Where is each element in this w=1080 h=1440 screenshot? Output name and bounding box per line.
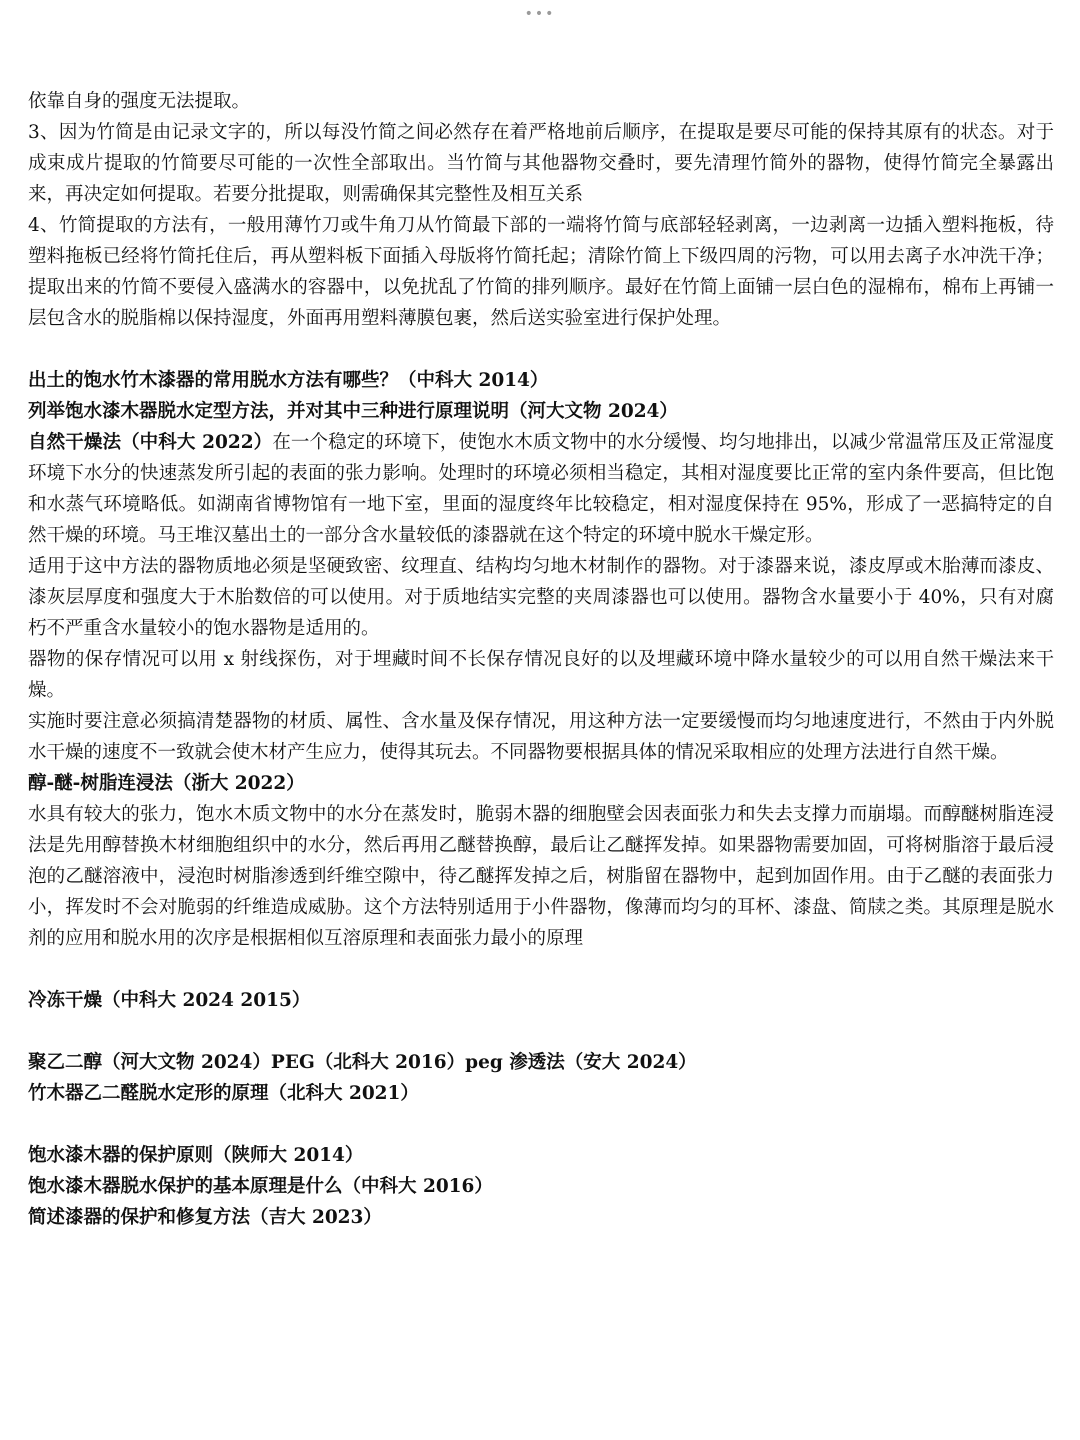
- question-heading: 简述漆器的保护和修复方法（吉大 2023）: [28, 1207, 382, 1228]
- document-body: [28, 86, 1054, 1233]
- question-heading: 列举饱水漆木器脱水定型方法，并对其中三种进行原理说明（河大文物 2024）: [28, 401, 678, 422]
- paragraph: 依靠自身的强度无法提取。: [28, 91, 251, 112]
- blank-line: [28, 954, 1054, 985]
- section-heading: 醇-醚-树脂连浸法（浙大 2022）: [28, 773, 305, 794]
- question-heading: 饱水漆木器脱水保护的基本原理是什么（中科大 2016）: [28, 1176, 493, 1197]
- section-heading: 冷冻干燥（中科大 2024 2015）: [28, 990, 311, 1011]
- blank-line: [28, 1016, 1054, 1047]
- paragraph: 水具有较大的张力，饱水木质文物中的水分在蒸发时，脆弱木器的细胞壁会因表面张力和失去支撑力而崩塌。而醇醚树脂连浸法是先用醇替换木材细胞组织中的水分，然后再用乙醚替换醇，最后让乙醚挥发掉。如果器物需要加固，可将树脂溶于最后浸泡的乙醚溶液中，浸泡时树脂渗透到纤维空隙中，待乙醚挥发掉之后，树脂留在器物中，起到加固作用。由于乙醚的表面张力小，挥发时不会对脆弱的纤维造成威胁。这个方法特别适用于小件器物，像薄而均匀的耳杯、漆盘、简牍之类。其原理是脱水剂的应用和脱水用的次序是根据相似互溶原理和表面张力最小的原理: [28, 804, 1054, 949]
- section-lead: 自然干燥法（中科大 2022）: [28, 432, 273, 453]
- question-heading: 出土的饱水竹木漆器的常用脱水方法有哪些？（中科大 2014）: [28, 370, 549, 391]
- paragraph: 器物的保存情况可以用 x 射线探伤，对于埋藏时间不长保存情况良好的以及埋藏环境中降水量较少的可以用自然干燥法来干燥。: [28, 649, 1054, 701]
- blank-line: [28, 1109, 1054, 1140]
- paragraph: 适用于这中方法的器物质地必须是坚硬致密、纹理直、结构均匀地木材制作的器物。对于漆器来说，漆皮厚或木胎薄而漆皮、漆灰层厚度和强度大于木胎数倍的可以使用。对于质地结实完整的夹周漆器也可以使用。器物含水量要小于 40%，只有对腐朽不严重含水量较小的饱水器物是适用的。: [28, 556, 1054, 639]
- more-options-icon[interactable]: •••: [524, 6, 556, 22]
- paragraph: 实施时要注意必须搞清楚器物的材质、属性、含水量及保存情况，用这种方法一定要缓慢而均匀地速度进行，不然由于内外脱水干燥的速度不一致就会使木材产生应力，使得其玩去。不同器物要根据具体的情况采取相应的处理方法进行自然干燥。: [28, 711, 1054, 763]
- paragraph: 3、因为竹简是由记录文字的，所以每没竹简之间必然存在着严格地前后顺序，在提取是要尽可能的保持其原有的状态。对于成束成片提取的竹简要尽可能的一次性全部取出。当竹简与其他器物交叠时，要先清理竹简外的器物，使得竹简完全暴露出来，再决定如何提取。若要分批提取，则需确保其完整性及相互关系: [28, 122, 1054, 205]
- paragraph: 4、竹简提取的方法有，一般用薄竹刀或牛角刀从竹简最下部的一端将竹简与底部轻轻剥离，一边剥离一边插入塑料拖板，待塑料拖板已经将竹简托住后，再从塑料板下面插入母版将竹简托起；清除竹简上下级四周的污物，可以用去离子水冲洗干净；提取出来的竹简不要侵入盛满水的容器中，以免扰乱了竹简的排列顺序。最好在竹简上面铺一层白色的湿棉布，棉布上再铺一层包含水的脱脂棉以保持湿度，外面再用塑料薄膜包裹，然后送实验室进行保护处理。: [28, 215, 1054, 329]
- blank-line: [28, 334, 1054, 365]
- section-heading: 聚乙二醇（河大文物 2024）PEG（北科大 2016）peg 渗透法（安大 2024）: [28, 1052, 697, 1073]
- question-heading: 竹木器乙二醛脱水定形的原理（北科大 2021）: [28, 1083, 419, 1104]
- paragraph: [28, 427, 1054, 551]
- question-heading: 饱水漆木器的保护原则（陕师大 2014）: [28, 1145, 364, 1166]
- paragraph-text: 在一个稳定的环境下，使饱水木质文物中的水分缓慢、均匀地排出，以减少常温常压及正常湿度环境下水分的快速蒸发所引起的表面的张力影响。处理时的环境必须相当稳定，其相对湿度要比正常的室内条件要高，但比饱和水蒸气环境略低。如湖南省博物馆有一地下室，里面的湿度终年比较稳定，相对湿度保持在 95%，形成了一恶搞特定的自然干燥的环境。马王堆汉墓出土的一部分含水量较低的漆器就在这个特定的环境中脱水干燥定形。: [28, 432, 1054, 546]
